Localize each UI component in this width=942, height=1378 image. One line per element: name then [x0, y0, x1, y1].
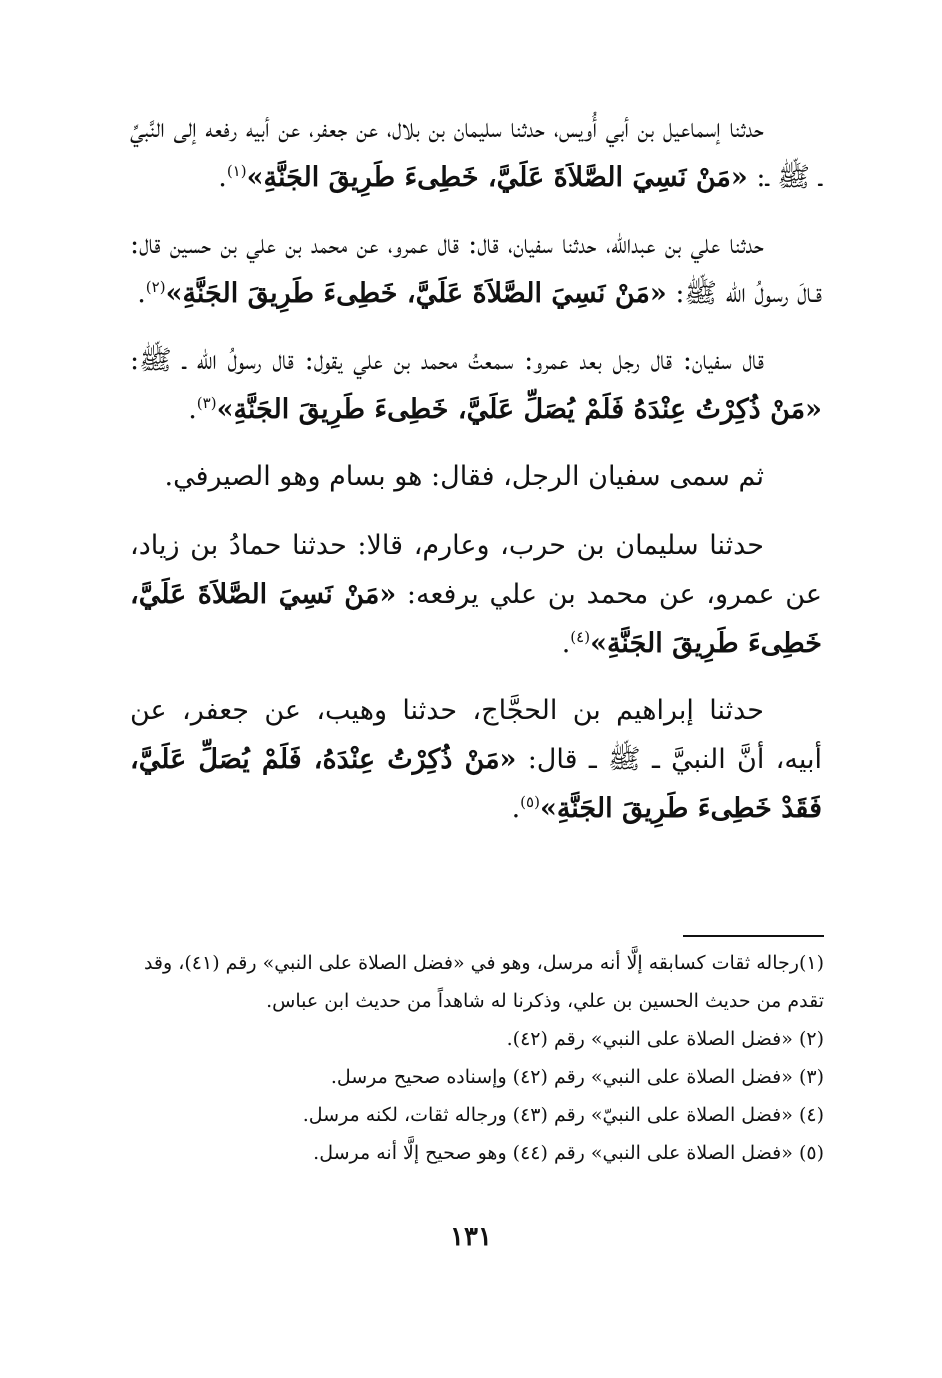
- narration-text: حدثنا إسماعيل بن أبي أُويس، حدثنا سليمان بن بلال، عن جعفر، عن أبيه رفعه إلى النَّبيِّ ـ ﷺ ـ:: [130, 113, 822, 193]
- footnotes: [130, 944, 824, 1172]
- hadith-paragraph-5: [130, 686, 822, 833]
- footnote-text: رجاله ثقات كسابقه إلَّا أنه مرسل، وهو في «فضل الصلاة على النبي» رقم (٤١)، وقد تقدم من حديث الحسين بن علي، وذكرنا له شاهداً من حديث ابن عباس.: [143, 952, 824, 1012]
- hadith-quote: «مَنْ ذُكِرْتُ عِنْدَهُ فَلَمْ يُصَلِّ عَلَيَّ، خَطِىءَ طَرِيقَ الجَنَّةِ»: [216, 394, 822, 425]
- page-number: ١٣١: [450, 1222, 492, 1252]
- end-mark: .: [188, 394, 197, 425]
- footnote-marker: (١): [798, 952, 824, 974]
- end-mark: .: [511, 793, 521, 824]
- end-mark: .: [218, 162, 227, 193]
- hadith-quote: «مَنْ نَسِيَ الصَّلاَةَ عَلَيَّ، خَطِىءَ طَرِيقَ الجَنَّةِ»: [165, 278, 667, 309]
- footnote-1: [130, 944, 824, 1020]
- footnote-text: «فضل الصلاة على النبي» رقم (٤٢) وإسناده صحيح مرسل.: [330, 1066, 793, 1088]
- hadith-paragraph-2: [130, 220, 822, 318]
- hadith-paragraph-1: [130, 104, 822, 202]
- footnote-divider: [683, 935, 824, 937]
- footnote-marker: (٤): [798, 1104, 824, 1126]
- footnote-ref: (٥): [520, 793, 540, 811]
- end-mark: .: [561, 628, 571, 659]
- footnote-marker: (٣): [798, 1066, 824, 1088]
- footnote-text: «فضل الصلاة على النبي» رقم (٤٢).: [506, 1028, 793, 1050]
- footnote-5: [130, 1134, 824, 1172]
- footnote-ref: (٤): [570, 628, 591, 646]
- footnote-ref: (٢): [145, 278, 166, 296]
- end-mark: .: [137, 278, 146, 309]
- narration-text: حدثنا علي بن عبدالله، حدثنا سفيان، قال: قال عمرو، عن محمد بن علي بن حسين قال: قـالَ رسولُ الله ﷺ:: [130, 229, 822, 309]
- narration-text: ثم سمى سفيان الرجل، فقال: هو بسام وهو الصيرفي.: [164, 461, 764, 492]
- footnote-ref: (١): [226, 162, 247, 180]
- hadith-paragraph-4: [130, 521, 822, 668]
- narration-text: قال سفيان: قال رجل بعد عمرو: سمعتُ محمد بن علي يقول: قال رسولُ الله ـ ﷺ:: [130, 345, 764, 376]
- main-text: [130, 104, 822, 851]
- footnote-text: «فضل الصلاة على النبيّ» رقم (٤٣) ورجاله ثقات، لكنه مرسل.: [302, 1104, 793, 1126]
- hadith-quote: «مَنْ نَسِيَ الصَّلاَةَ عَلَيَّ، خَطِىءَ طَرِيقَ الجَنَّةِ»: [246, 162, 748, 193]
- narration-text: حدثنا سليمان بن حرب، وعارم، قالا: حدثنا حمادُ بن زياد، عن عمرو، عن محمد بن علي يرفعه:: [130, 530, 822, 610]
- hadith-quote: «مَنْ ذُكِرْتُ عِنْدَهُ، فَلَمْ يُصَلِّ عَلَيَّ، فَقَدْ خَطِىءَ طَرِيقَ الجَنَّةِ»: [130, 744, 822, 824]
- footnote-3: [130, 1058, 824, 1096]
- footnote-4: [130, 1096, 824, 1134]
- hadith-paragraph-3: [130, 336, 822, 434]
- narration-text: حدثنا إبراهيم بن الحجَّاج، حدثنا وهيب، عن جعفر، عن أبيه، أنَّ النبيَّ ـ ﷺ ـ قال:: [130, 695, 822, 775]
- hadith-quote: «مَنْ نَسِيَ الصَّلاَةَ عَلَيَّ، خَطِىءَ طَرِيقَ الجَنَّةِ»: [130, 579, 822, 659]
- footnote-marker: (٥): [798, 1142, 824, 1164]
- narrator-note-paragraph: [130, 452, 822, 501]
- footnote-ref: (٣): [196, 394, 217, 412]
- footnote-2: [130, 1020, 824, 1058]
- footnote-marker: (٢): [798, 1028, 824, 1050]
- footnote-text: «فضل الصلاة على النبي» رقم (٤٤) وهو صحيح إلَّا أنه مرسل.: [313, 1142, 793, 1164]
